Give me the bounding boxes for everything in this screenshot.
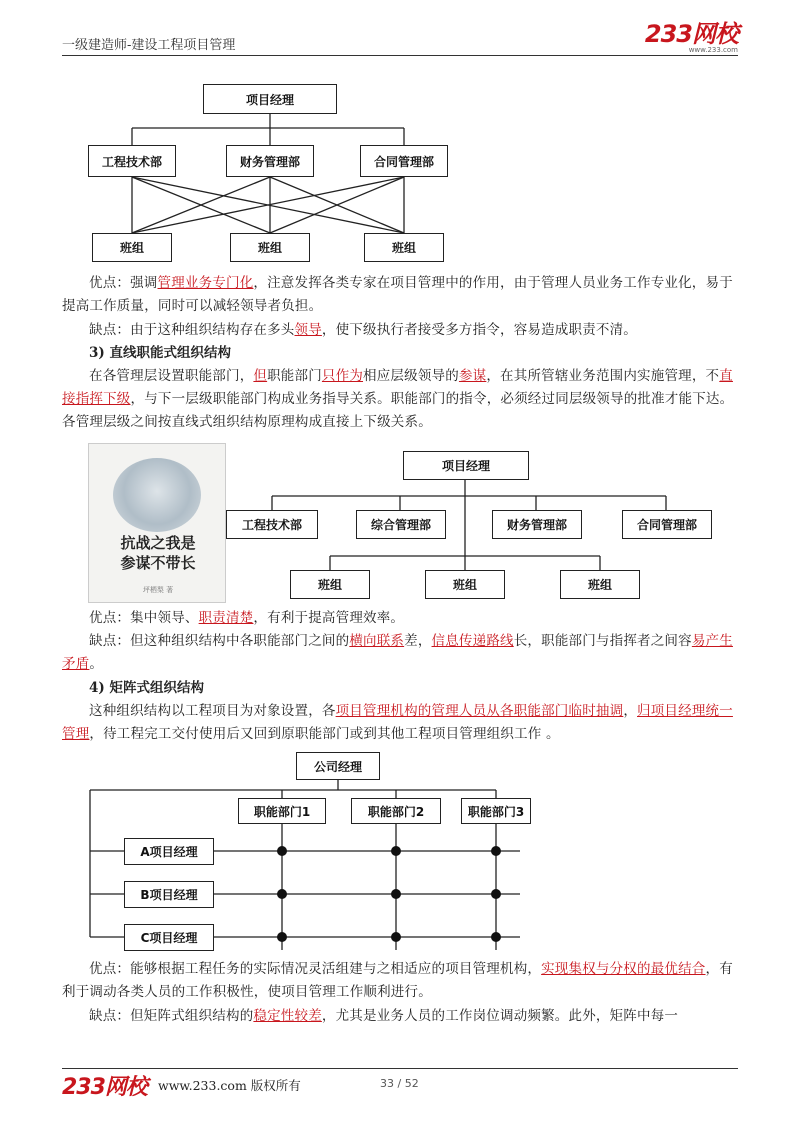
book-title-line: 抗战之我是: [120, 534, 196, 552]
chart1-team-box: 班组: [92, 233, 172, 262]
footer-divider: [62, 1068, 738, 1069]
highlight-term: 直接指挥下级: [62, 368, 733, 407]
text-run: ，注意发挥各类专家在项目管理中的作用，由于管理人员业务工作专业化，易于提高工作质量，同时可以减轻领导者负担。: [62, 275, 733, 314]
text-run: 优点：能够根据工程任务的实际情况灵活组建与之相适应的项目管理机构，: [89, 961, 542, 977]
chart2-top-box: 项目经理: [403, 451, 529, 480]
text-run: ，有利于调动各类人员的工作积极性，使项目管理工作顺利进行。: [62, 961, 733, 1000]
chart1-team-box: 班组: [364, 233, 444, 262]
footer-logo: 233网校: [62, 1075, 147, 1100]
text-run: 优点：强调: [89, 275, 158, 291]
chart2-team-box: 班组: [560, 570, 640, 599]
chart2-dept-box: 工程技术部: [226, 510, 318, 539]
highlight-term: 但: [253, 368, 268, 384]
text-run: 。: [89, 656, 104, 672]
highlight-term: 项目管理机构的管理人员从各职能部门临时抽调: [335, 703, 624, 719]
highlight-term: 职责清楚: [198, 610, 254, 626]
chart3-manager-box: B项目经理: [124, 881, 214, 908]
chart3-dept-box: 职能部门2: [351, 798, 441, 824]
text-run: ，使下级执行者接受多方指令，容易造成职责不清。: [321, 322, 638, 338]
text-run: ，与下一层级职能部门构成业务指导关系。职能部门的指令，必须经过同层级领导的批准才能下达。各管理层级之间按直线式组织结构原理构成直接上下级关系。: [62, 391, 734, 430]
chart2-dept-box: 综合管理部: [356, 510, 446, 539]
advantage-paragraph-matrix: [62, 958, 738, 1004]
text-run: 相应层级领导的: [363, 368, 459, 384]
text-run: 缺点：但这种组织结构中各职能部门之间的: [89, 633, 350, 649]
logo-text: 233网校: [644, 20, 738, 48]
chart3-dept-box: 职能部门1: [238, 798, 326, 824]
highlight-term: 只作为: [321, 368, 364, 384]
text-run: 优点：集中领导、: [89, 610, 199, 626]
chart3-top-box: 公司经理: [296, 752, 380, 780]
text-run: 长，职能部门与指挥者之间容: [513, 633, 692, 649]
book-title-line: 参谋不带长: [120, 554, 196, 572]
text-run: 差，: [404, 633, 432, 649]
highlight-term: 领导: [294, 322, 322, 338]
chart2-team-box: 班组: [290, 570, 370, 599]
highlight-term: 实现集权与分权的最优结合: [541, 961, 706, 977]
chart3-dept-box: 职能部门3: [461, 798, 531, 824]
chart1-top-box: 项目经理: [203, 84, 337, 114]
text-run: ，有利于提高管理效率。: [253, 610, 405, 626]
disadvantage-paragraph-matrix: [62, 1005, 738, 1028]
text-run: 在各管理层设置职能部门，: [89, 368, 254, 384]
chart3-manager-box: A项目经理: [124, 838, 214, 865]
section-heading-matrix: 4) 矩阵式组织结构: [89, 680, 204, 696]
highlight-term: 管理业务专门化: [157, 275, 254, 291]
text-run: ，在其所管辖业务范围内实施管理，不: [486, 368, 720, 384]
text-run: ，待工程完工交付使用后又回到原职能部门或到其他工程项目管理组织工作 。: [89, 726, 560, 742]
text-run: 职能部门: [267, 368, 322, 384]
chart3-manager-box: C项目经理: [124, 924, 214, 951]
text-run: ，尤其是业务人员的工作岗位调动频繁。此外，矩阵中每一: [321, 1008, 679, 1024]
highlight-term: 参谋: [458, 368, 487, 384]
text-run: 缺点：由于这种组织结构存在多头: [89, 322, 295, 338]
chart2-dept-box: 财务管理部: [492, 510, 582, 539]
section-heading-line-staff: 3) 直线职能式组织结构: [89, 345, 231, 361]
text-run: 缺点：但矩阵式组织结构的: [89, 1008, 254, 1024]
highlight-term: 横向联系: [349, 633, 405, 649]
document-header-title: 一级建造师-建设工程项目管理: [62, 38, 236, 53]
page-number: 33 / 52: [380, 1077, 419, 1090]
text-run: 这种组织结构以工程项目为对象设置，各: [89, 703, 336, 719]
chart1-dept-box: 工程技术部: [88, 145, 176, 177]
logo-url: www.233.com: [688, 46, 738, 54]
chart2-team-box: 班组: [425, 570, 505, 599]
highlight-term: 稳定性较差: [253, 1008, 322, 1024]
text-run: ，: [623, 703, 638, 719]
chart1-dept-box: 财务管理部: [226, 145, 314, 177]
chart2-dept-box: 合同管理部: [622, 510, 712, 539]
highlight-term: 易产生矛盾: [62, 633, 733, 672]
highlight-term: 归项目经理统一管理: [62, 703, 733, 742]
book-author: 坪栖梨 著: [142, 586, 174, 594]
chart1-dept-box: 合同管理部: [360, 145, 448, 177]
chart1-team-box: 班组: [230, 233, 310, 262]
footer-copyright: www.233.com 版权所有: [158, 1078, 301, 1093]
highlight-term: 信息传递路线: [431, 633, 514, 649]
